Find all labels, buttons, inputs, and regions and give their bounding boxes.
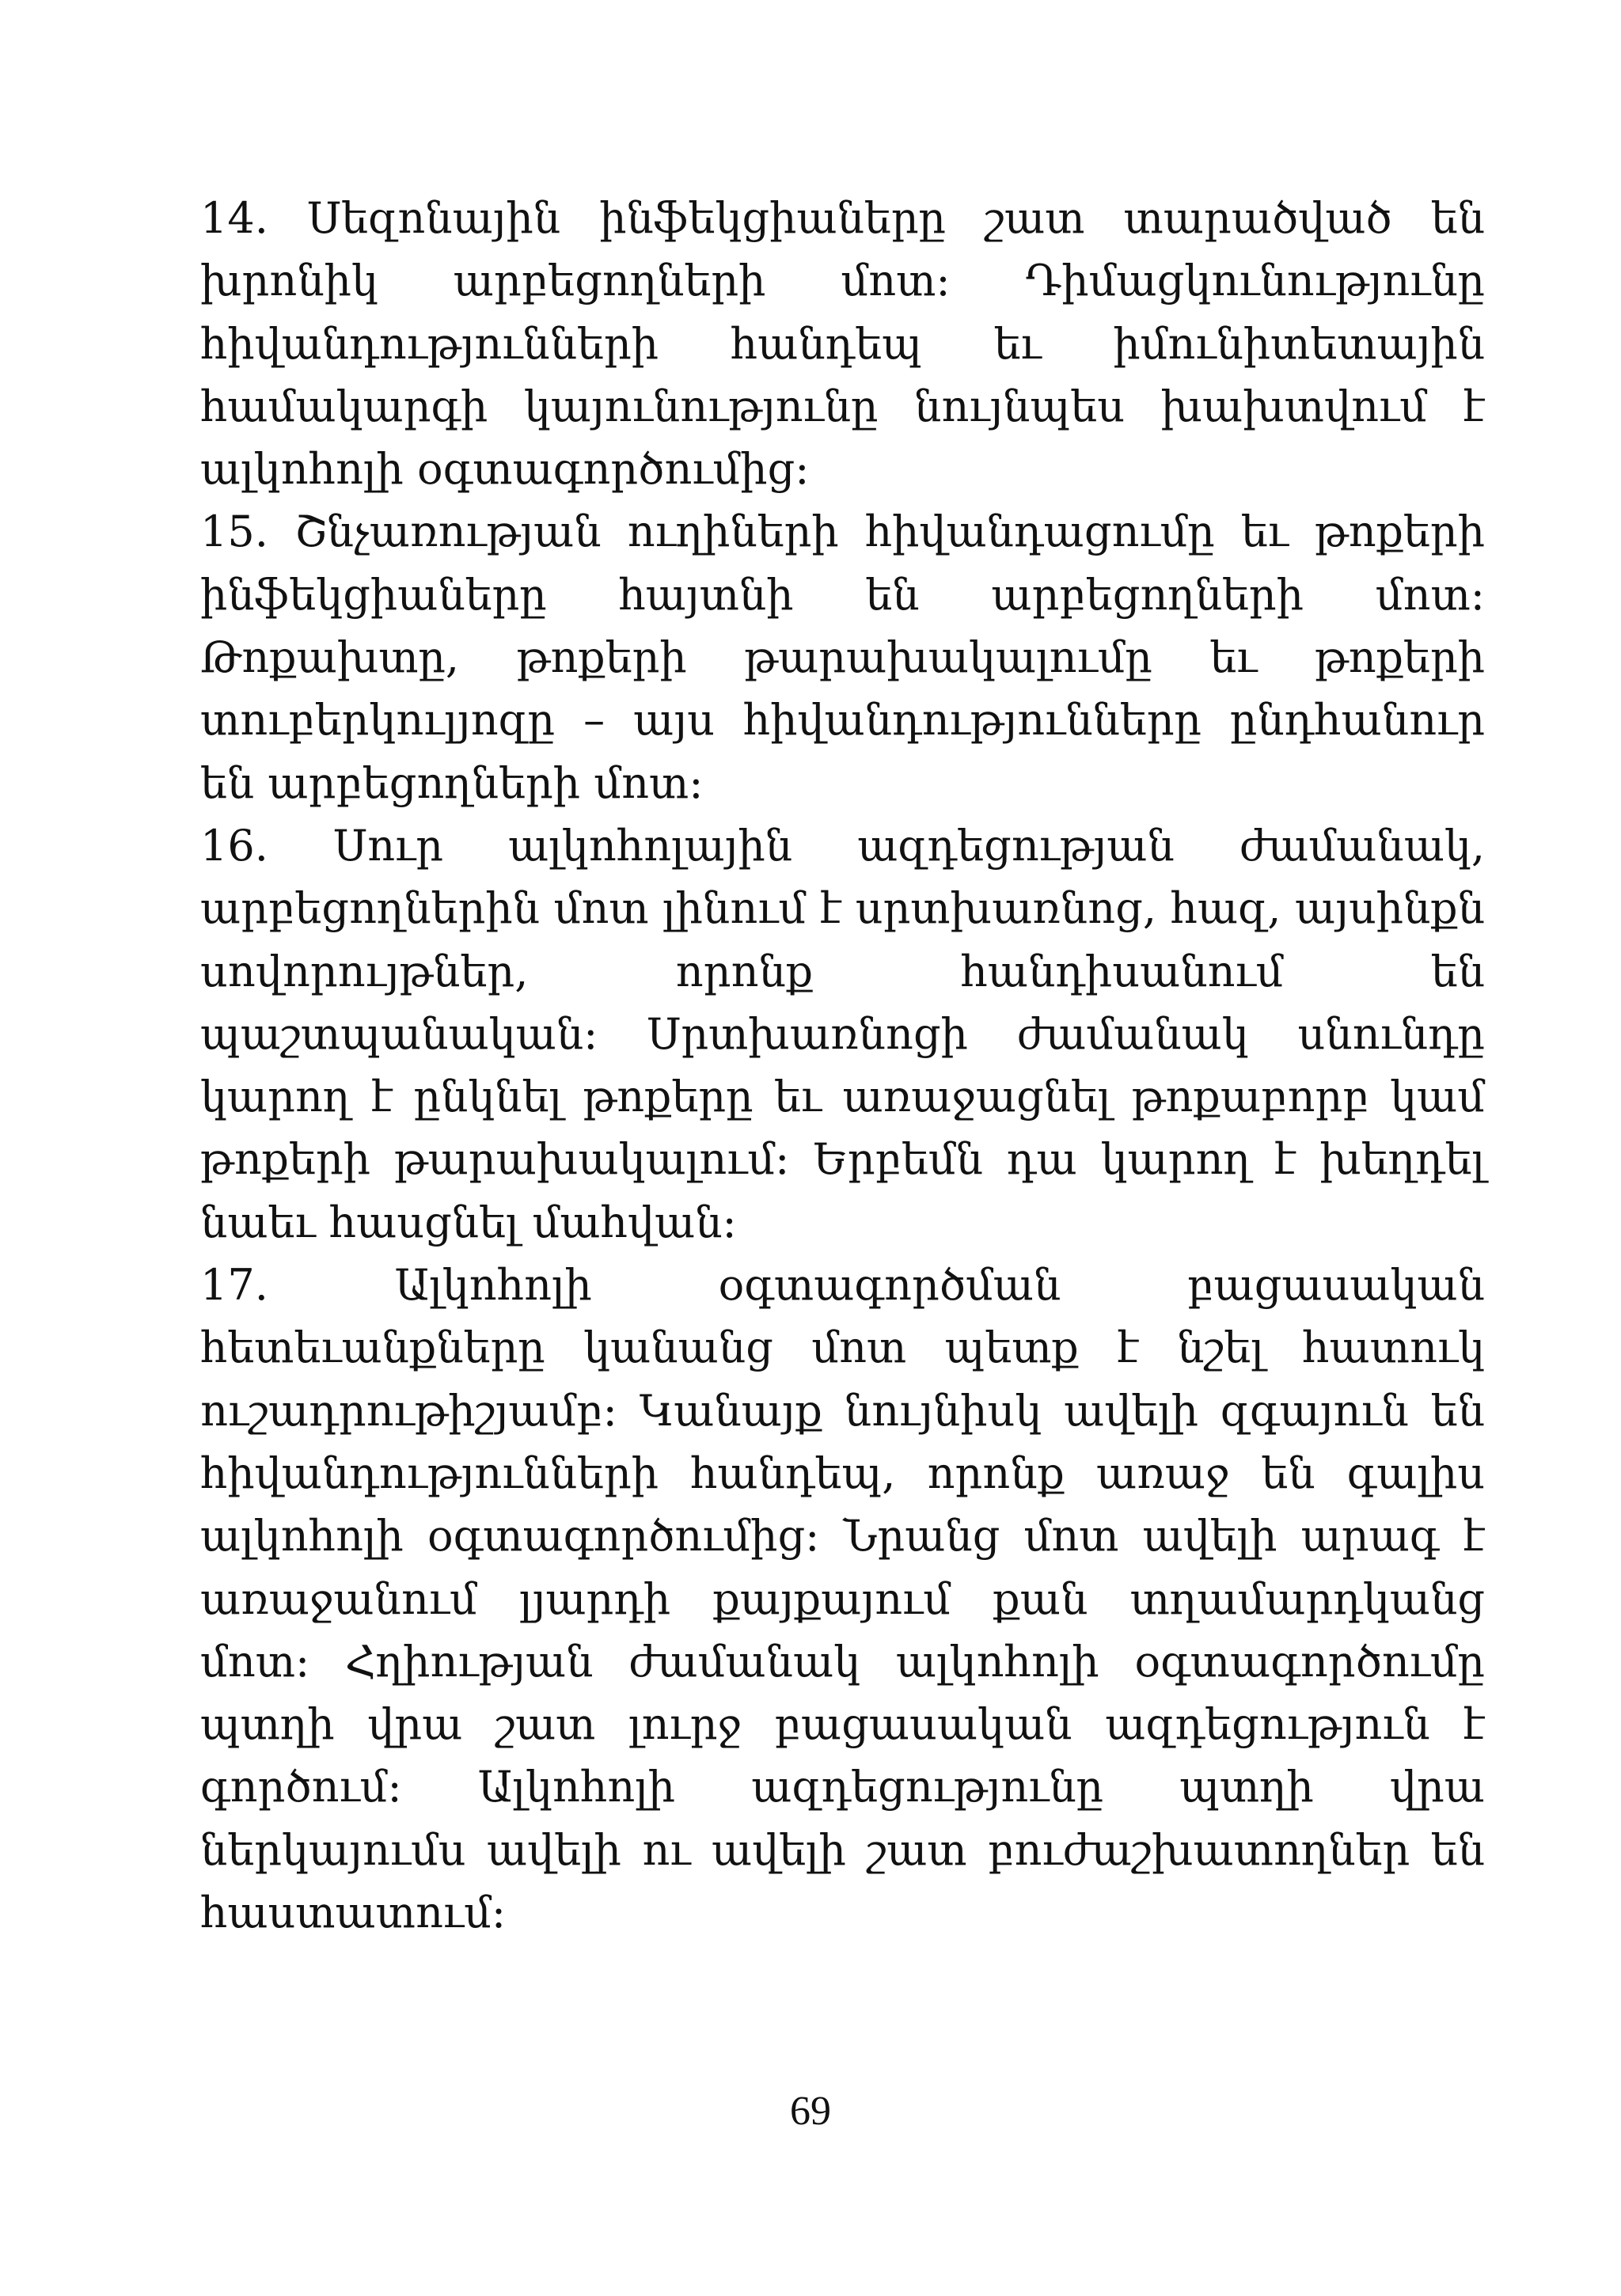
paragraph-16: 16. Սուր ալկոհոլային ազդեցության ժամանակ, արբեցողներին մոտ լինում է սրտխառնոց, հազ, այսինքն սովորույթներ, որոնք հանդիսանում են պաշտպանական: Սրտխառնոցի ժամանակ սնունդը կարող է ընկնել թոքերը եւ առաջացնել թոքաբորբ կամ թոքերի թարախակալում: Երբեմն դա կարող է խեղդել նաեւ հասցնել մահվան: [200, 820, 1485, 1247]
body-text [200, 187, 1485, 1944]
paragraph-15: 15. Շնչառության ուղիների հիվանդացումը եւ թոքերի ինֆեկցիաները հայտնի են արբեցողների մոտ: Թոքախտը, թոքերի թարախակալումը եւ թոքերի տուբերկուլյոզը – այս հիվանդությունները ընդհանուր են արբեցողների մոտ: [200, 507, 1485, 808]
page-number: 69 [790, 2089, 831, 2134]
paragraph-14: 14. Սեզոնային ինֆեկցիաները շատ տարածված են խրոնիկ արբեցողների մոտ: Դիմացկունությունը հիվանդությունների հանդեպ եւ իմունիտետային համակարգի կայունությունը նույնպես խախտվում է ալկոհոլի օգտագործումից: [200, 193, 1485, 495]
paragraph-17: 17. Ալկոհոլի օգտագործման բացասական հետեւանքները կանանց մոտ պետք է նշել հատուկ ուշադրութիշյամբ: Կանայք նույնիսկ ավելի զգայուն են հիվանդությունների հանդեպ, որոնք առաջ են գալիս ալկոհոլի օգտագործումից: Նրանց մոտ ավելի արագ է առաջանում լյարդի քայքայում քան տղամարդկանց մոտ: Հղիության ժամանակ ալկոհոլի օգտագործումը պտղի վրա շատ լուրջ բացասական ազդեցություն է գործում: Ալկոհոլի ազդեցությունը պտղի վրա ներկայումս ավելի ու ավելի շատ բուժաշխատողներ են հաստատում: [200, 1260, 1485, 1938]
